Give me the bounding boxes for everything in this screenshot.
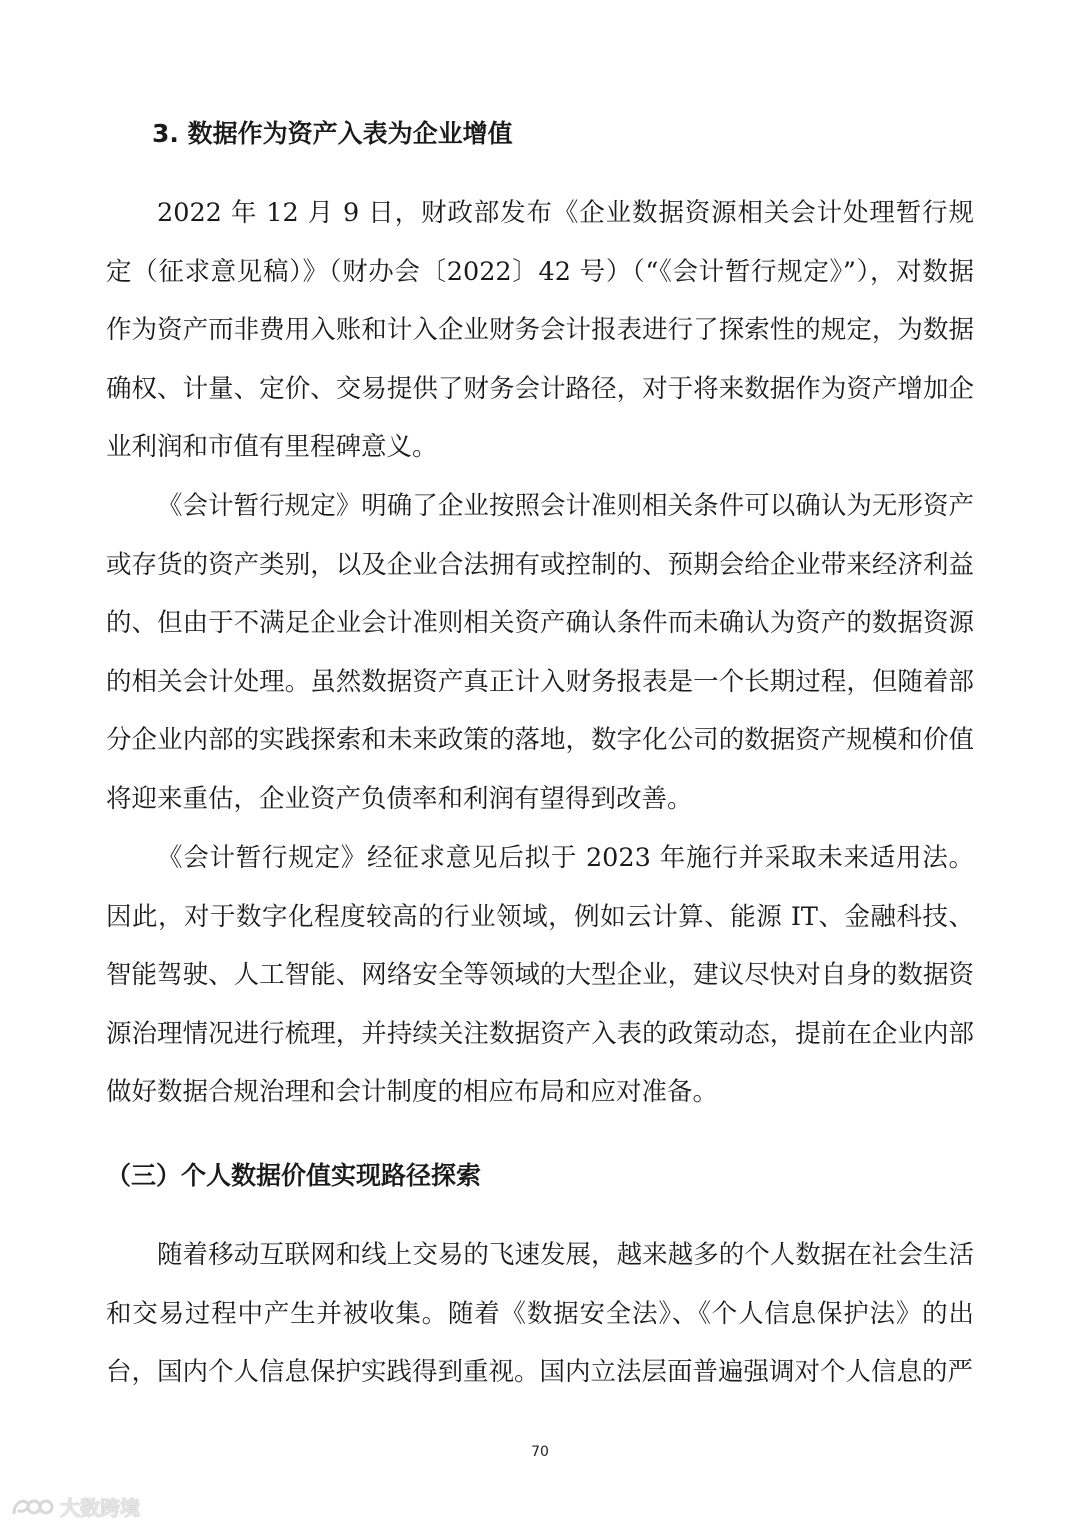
watermark (10, 1492, 140, 1521)
brand-logo-icon (10, 1494, 54, 1520)
paragraph-personal-data-intro: 随着移动互联网和线上交易的飞速发展，越来越多的个人数据在社会生活和交易过程中产生并被收集。随着《数据安全法》、《个人信息保护法》的出台，国内个人信息保护实践得到重视。国内立法层面普遍强调对个人信息的严 (106, 1240, 974, 1387)
paragraph-accounting-rule-release: 2022 年 12 月 9 日，财政部发布《企业数据资源相关会计处理暂行规定（征求意见稿）》（财办会〔2022〕42 号）（“《会计暂行规定》”），对数据作为资产而非费用入账和计入企业财务会计报表进行了探索性的规定，为数据确权、计量、定价、交易提供了财务会计路径，对于将来数据作为资产增加企业利润和市值有里程碑意义。 (106, 198, 974, 462)
paragraph-accounting-rule-recommendation: 《会计暂行规定》经征求意见后拟于 2023 年施行并采取未来适用法。因此，对于数字化程度较高的行业领域，例如云计算、能源 IT、金融科技、智能驾驶、人工智能、网络安全等领域的大型企业，建议尽快对自身的数据资源治理情况进行梳理，并持续关注数据资产入表的政策动态，提前在企业内部做好数据合规治理和会计制度的相应布局和应对准备。 (106, 843, 974, 1107)
paragraph-accounting-rule-scope: 《会计暂行规定》明确了企业按照会计准则相关条件可以确认为无形资产或存货的资产类别，以及企业合法拥有或控制的、预期会给企业带来经济利益的、但由于不满足企业会计准则相关资产确认条件而未确认为资产的数据资源的相关会计处理。虽然数据资产真正计入财务报表是一个长期过程，但随着部分企业内部的实践探索和未来政策的落地，数字化公司的数据资产规模和价值将迎来重估，企业资产负债率和利润有望得到改善。 (106, 491, 974, 814)
page-number: 70 (531, 1444, 549, 1460)
section-heading-3: 3. 数据作为资产入表为企业增值 (152, 119, 513, 148)
watermark-text: 大数跨境 (60, 1496, 140, 1520)
section-heading-personal-data: （三）个人数据价值实现路径探索 (106, 1161, 482, 1190)
